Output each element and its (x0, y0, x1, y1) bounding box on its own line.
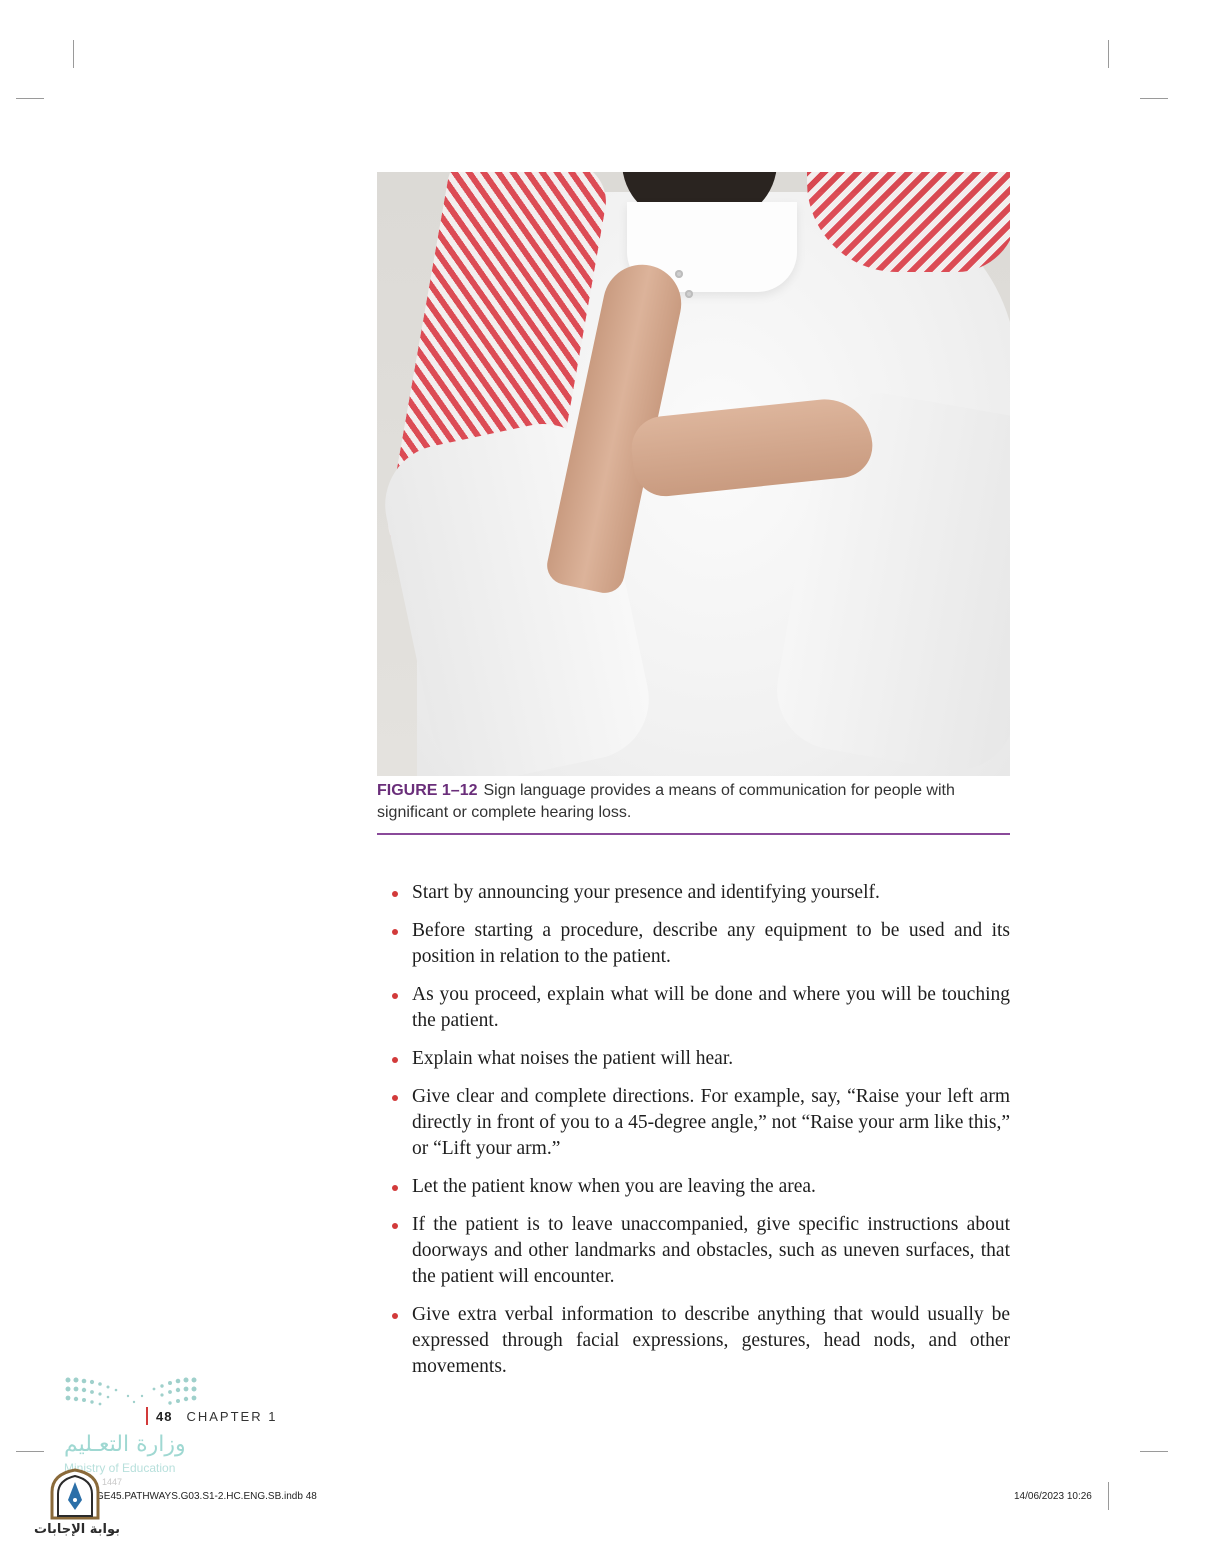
list-item (392, 1212, 1010, 1290)
list-item (392, 918, 1010, 970)
list-item-text: As you proceed, explain what will be done and where you will be touching the patient. (412, 984, 1010, 1031)
crop-mark (1140, 1451, 1168, 1452)
watermark-text: بوابة الإجابات (34, 1522, 120, 1537)
bullet-icon (392, 993, 398, 999)
bullet-icon (392, 929, 398, 935)
bullet-icon (392, 891, 398, 897)
bullet-icon (392, 1057, 398, 1063)
crop-mark (1108, 40, 1109, 68)
list-item-text: Explain what noises the patient will hear. (412, 1048, 734, 1069)
crop-mark (1140, 98, 1168, 99)
bullet-icon (392, 1185, 398, 1191)
print-slug-file: GE45.PATHWAYS.G03.S1-2.HC.ENG.SB.indb 48 (96, 1491, 317, 1502)
crop-mark (16, 98, 44, 99)
list-item (392, 1302, 1010, 1380)
list-item-text: Let the patient know when you are leaving the area. (412, 1176, 816, 1197)
ministry-name-arabic: وزارة التعـليم (64, 1432, 186, 1457)
ministry-year: 1447 (102, 1477, 123, 1487)
crop-mark (73, 40, 74, 68)
bullet-icon (392, 1313, 398, 1319)
list-item-text: If the patient is to leave unaccompanied, give specific instructions about doorways and other landmarks and obstacles, such as uneven surfaces, that the patient will encounter. (412, 1214, 1010, 1287)
list-item-text: Before starting a procedure, describe any equipment to be used and its position in relation to the patient. (412, 920, 1010, 967)
bullet-list (392, 880, 1010, 1392)
figure-photo-sign-language (377, 172, 1010, 776)
chapter-label: CHAPTER 1 (186, 1408, 278, 1424)
list-item (392, 1084, 1010, 1162)
page-folio (146, 1406, 277, 1426)
photo-button (685, 290, 693, 298)
ministry-name-english: Ministry of Education (64, 1461, 176, 1475)
folio-divider (146, 1407, 148, 1425)
page-number: 48 (156, 1408, 173, 1424)
crop-mark (16, 1451, 44, 1452)
print-slug-date: 14/06/2023 10:26 (1014, 1491, 1092, 1502)
list-item (392, 1174, 1010, 1200)
list-item-text: Give clear and complete directions. For example, say, “Raise your left arm directly in front of you to a 45-degree angle,” not “Raise your arm like this,” or “Lift your arm.” (412, 1086, 1010, 1159)
photo-button (675, 270, 683, 278)
list-item-text: Give extra verbal information to describe anything that would usually be expressed through facial expressions, gestures, head nods, and other movements. (412, 1304, 1010, 1377)
crop-mark (1108, 1482, 1109, 1510)
bullet-icon (392, 1223, 398, 1229)
caption-rule (377, 833, 1010, 835)
figure-caption-text: Sign language provides a means of communication for people with significant or complete hearing loss. (377, 782, 955, 821)
list-item (392, 1046, 1010, 1072)
list-item (392, 982, 1010, 1034)
figure-label: FIGURE 1–12 (377, 782, 478, 799)
list-item (392, 880, 1010, 906)
figure-caption (377, 780, 1010, 824)
list-item-text: Start by announcing your presence and identifying yourself. (412, 882, 880, 903)
bullet-icon (392, 1095, 398, 1101)
